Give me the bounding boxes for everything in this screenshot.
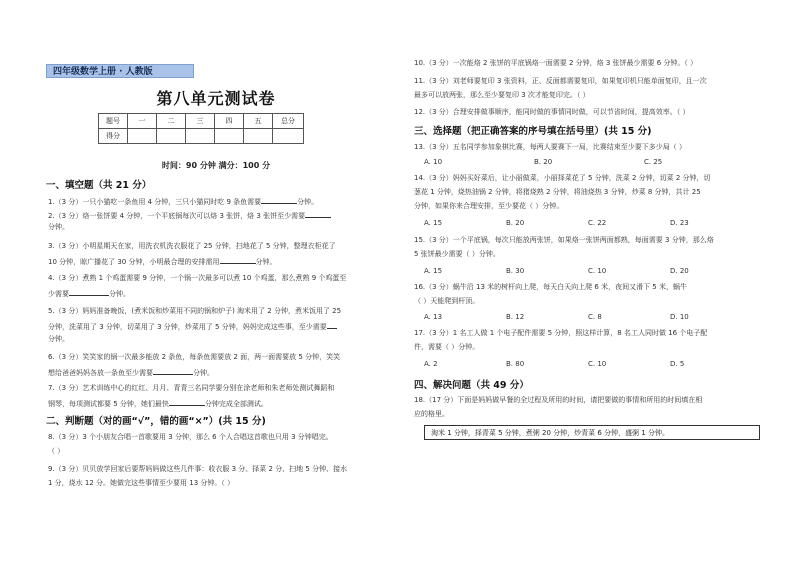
table-cell: 四	[215, 114, 244, 129]
section-title-problem-solving: 四、解决问题（共 49 分）	[414, 380, 529, 391]
question-text: 分钟。	[297, 198, 319, 206]
table-cell: 一	[128, 114, 157, 129]
section-title-true-false: 二、判断题（对的画“√”，错的画“×”）(共 15 分)	[46, 416, 266, 427]
table-cell: 二	[157, 114, 186, 129]
section-title-multiple-choice: 三、选择题（把正确答案的序号填在括号里）(共 15 分)	[414, 126, 652, 137]
option-c[interactable]: C. 25	[644, 158, 663, 166]
question-5-end: 分钟。	[48, 335, 69, 343]
option-a[interactable]: A. 2	[424, 360, 438, 368]
question-16-cont: （ ）天能爬到杆顶。	[414, 297, 480, 305]
question-text: 2.（3 分）烙一张饼要 4 分钟，一个平底锅每次可以烙 3 张饼，烙 3 张饼至少需要	[48, 212, 306, 220]
question-14-options	[424, 219, 754, 229]
table-cell[interactable]	[186, 129, 215, 144]
question-9: 9.（3 分）贝贝放学回家后要帮妈妈做这些几件事：收衣服 3 分、择菜 2 分、扫地 5 分钟、接水	[48, 465, 348, 473]
option-c[interactable]: C. 8	[588, 313, 602, 321]
question-15: 15.（3 分）一个平底锅，每次只能放两张饼，如果烙一张饼两面都熟，每面需要 3 分钟，那么烙	[414, 236, 714, 244]
table-cell: 总分	[273, 114, 304, 129]
option-b[interactable]: B. 12	[506, 313, 525, 321]
question-13-options	[424, 158, 754, 168]
option-b[interactable]: B. 30	[506, 267, 525, 275]
question-17: 17.（3 分）1 名工人做 1 个电子配件需要 5 分钟，照这样计算，8 名工人同时做 16 个电子配	[414, 329, 708, 337]
answer-blank[interactable]	[153, 365, 193, 375]
question-1	[48, 194, 388, 209]
question-text: 分钟。	[193, 369, 214, 377]
table-cell: 得分	[99, 129, 128, 144]
question-text: 少需要	[48, 290, 69, 298]
question-7-cont	[48, 396, 388, 411]
question-2-cont: 分钟。	[48, 223, 69, 231]
answer-blank[interactable]	[327, 319, 337, 329]
option-d[interactable]: D. 5	[670, 360, 685, 368]
question-16: 16.（3 分）蜗牛沿 13 米的树杆向上爬，每天白天向上爬 6 米，夜间又滑下 5 米，蜗牛	[414, 283, 687, 291]
table-cell: 三	[186, 114, 215, 129]
table-cell[interactable]	[244, 129, 273, 144]
option-a[interactable]: A. 13	[424, 313, 443, 321]
question-5-cont	[48, 319, 388, 334]
question-text: 分钟完成全部测试。	[204, 400, 268, 408]
question-18: 18.（17 分）下面是妈妈做早餐的全过程及所用的时间，请把要做的事情和所用的时间填在相	[414, 396, 703, 404]
question-14-cont: 葱花 1 分钟，烧热油锅 2 分钟，将猪烧熟 2 分钟，将油烧热 3 分钟，炒菜 8 分钟，共计 25	[414, 188, 701, 196]
question-6-cont	[48, 365, 388, 380]
option-a[interactable]: A. 15	[424, 219, 443, 227]
question-4-cont	[48, 286, 388, 301]
table-row	[99, 114, 304, 129]
question-11: 11.（3 分）刘老师要复印 3 张资料，正、反面都需要复印，如果复印机只能单面复印，且一次	[414, 77, 707, 85]
answer-blank[interactable]	[69, 286, 109, 296]
question-text: 想给爸爸妈妈各放一条鱼至少需要	[48, 369, 153, 377]
question-13: 13.（3 分）五名同学参加象棋比赛，每两人要赛下一局，比赛结束至少要下多少局（ ）	[414, 143, 687, 151]
score-table	[98, 113, 304, 144]
option-b[interactable]: B. 20	[506, 219, 525, 227]
question-3: 3.（3 分）小明星期天在家，用洗衣机洗衣服花了 25 分钟，扫地花了 5 分钟，整理衣柜花了	[48, 242, 336, 250]
page-title: 第八单元测试卷	[156, 89, 276, 108]
question-text: 分钟。	[109, 290, 130, 298]
question-3-cont	[48, 254, 388, 269]
option-b[interactable]: B. 80	[506, 360, 525, 368]
question-11-cont: 最多可以放两张，那么至少要复印 3 次才能复印完。（ ）	[414, 91, 590, 99]
question-14: 14.（3 分）妈妈买好菜后，让小丽做菜，小丽择菜花了 5 分钟，洗菜 2 分钟，切菜 2 分钟，切	[414, 174, 711, 182]
question-8-bracket[interactable]: （ ）	[48, 447, 65, 455]
option-a[interactable]: A. 10	[424, 158, 443, 166]
option-c[interactable]: C. 22	[588, 219, 607, 227]
option-d[interactable]: D. 10	[670, 313, 689, 321]
option-c[interactable]: C. 10	[588, 267, 607, 275]
question-9-cont: 1 分，烧水 12 分。她做完这些事情至少要用 13 分钟。（ ）	[48, 479, 235, 487]
grade-badge: 四年级数学上册 · 人教版	[46, 64, 194, 78]
breakfast-steps-box: 淘米 1 分钟，择青菜 5 分钟，煮粥 20 分钟，炒青菜 6 分钟，盛粥 1 分钟。	[424, 425, 760, 440]
question-15-cont: 5 张饼最少需要（ ）分钟。	[414, 250, 500, 258]
answer-blank[interactable]	[261, 194, 297, 204]
question-15-options	[424, 267, 754, 277]
question-17-cont: 件，需要（ ）分钟。	[414, 343, 480, 351]
option-c[interactable]: C. 10	[588, 360, 607, 368]
section-title-fill-blank: 一、填空题（共 21 分）	[46, 180, 152, 191]
question-text: 分钟，洗菜用了 3 分钟，切菜用了 3 分钟，炒菜用了 5 分钟，妈妈完成这些事，至少需要	[48, 323, 327, 331]
table-cell: 题号	[99, 114, 128, 129]
question-14-end: 分钟，如果你来合理安排，至少要花（ ）分钟。	[414, 202, 564, 210]
table-cell: 五	[244, 114, 273, 129]
question-4: 4.（3 分）煮熟 1 个鸡蛋需要 9 分钟，一个锅一次最多可以煮 10 个鸡蛋，那么煮熟 9 个鸡蛋至	[48, 274, 347, 282]
question-12: 12.（3 分）合理安排做事顺序，能同时做的事情同时做，可以节省时间，提高效率。（ ）	[414, 108, 690, 116]
answer-blank[interactable]	[305, 208, 331, 218]
question-text: 10 分钟，晾广播花了 30 分钟，小明最合理的安排需用	[48, 258, 220, 266]
question-18-cont: 应的格里。	[414, 410, 449, 418]
question-text: 分钟。	[255, 258, 277, 266]
option-d[interactable]: D. 23	[670, 219, 689, 227]
table-cell[interactable]	[273, 129, 304, 144]
time-score-line: 时间：90 分钟 满分：100 分	[161, 161, 271, 170]
option-a[interactable]: A. 15	[424, 267, 443, 275]
question-10: 10.（3 分）一次能烙 2 张饼的平底锅烙一面需要 2 分钟，烙 3 张饼最少需要 6 分钟。（ ）	[414, 59, 698, 67]
question-2	[48, 208, 388, 223]
question-6: 6.（3 分）笑笑家的锅一次最多能放 2 条鱼，每条鱼需要放 2 面，两一面需要放 5 分钟，笑笑	[48, 353, 341, 361]
table-cell[interactable]	[215, 129, 244, 144]
question-5: 5.（3 分）妈妈准备晚饭，(煮米饭和炒菜用不同的锅和炉子) 淘米用了 2 分钟，煮米饭用了 25	[48, 307, 342, 315]
table-cell[interactable]	[157, 129, 186, 144]
question-17-options	[424, 360, 754, 370]
question-text: 1.（3 分）一只小猫吃一条鱼用 4 分钟，三只小猫同时吃 9 条鱼需要	[48, 198, 262, 206]
option-d[interactable]: D. 20	[670, 267, 689, 275]
question-8: 8.（3 分）3 个小朋友合唱一首歌要用 3 分钟，那么 6 个人合唱这首歌也只用 3 分钟唱完。	[48, 433, 333, 441]
answer-blank[interactable]	[220, 254, 256, 264]
option-b[interactable]: B. 20	[534, 158, 553, 166]
question-7: 7.（3 分）艺术训练中心的红红、月月、青青三名同学要分别在涂老师和朱老师处测试舞蹈和	[48, 384, 335, 392]
table-row	[99, 129, 304, 144]
question-text: 钢琴，每项测试都要 5 分钟，她们最快	[48, 400, 169, 408]
table-cell[interactable]	[128, 129, 157, 144]
answer-blank[interactable]	[169, 396, 205, 406]
question-16-options	[424, 313, 754, 323]
